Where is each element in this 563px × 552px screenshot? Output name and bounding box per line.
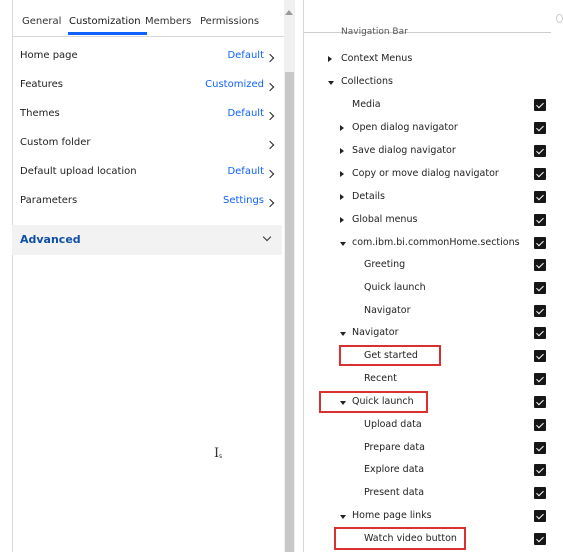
checkbox-checked[interactable] bbox=[534, 419, 546, 431]
tree-item-save-dialog-navigator[interactable] bbox=[304, 140, 554, 163]
tree-item-open-dialog-navigator[interactable] bbox=[304, 117, 554, 140]
checkbox-checked[interactable] bbox=[534, 464, 546, 476]
tab-bar bbox=[12, 0, 284, 37]
setting-value[interactable]: Settings bbox=[222, 195, 264, 206]
checkbox-checked[interactable] bbox=[534, 168, 546, 180]
tree-item-explore-data[interactable] bbox=[304, 459, 554, 482]
checkbox-checked[interactable] bbox=[534, 122, 546, 134]
setting-custom-folder[interactable] bbox=[12, 131, 284, 160]
tab-members[interactable]: Members bbox=[145, 16, 192, 27]
chevron-right-icon bbox=[266, 112, 274, 120]
tree-item-label: Media bbox=[352, 99, 381, 110]
tab-permissions[interactable]: Permissions bbox=[200, 16, 260, 27]
caret-down-icon[interactable] bbox=[328, 81, 334, 85]
setting-themes[interactable] bbox=[12, 102, 284, 131]
caret-down-icon[interactable] bbox=[340, 242, 346, 246]
tree-item-label: Home page links bbox=[352, 510, 432, 521]
checkbox-checked[interactable] bbox=[534, 99, 546, 111]
setting-label: Features bbox=[20, 79, 63, 90]
tree-item-home-page-links[interactable] bbox=[304, 505, 554, 528]
tree-item-label: Quick launch bbox=[352, 396, 414, 407]
text-cursor-icon: I bbox=[214, 446, 220, 461]
active-tab-indicator bbox=[68, 32, 147, 35]
checkbox-checked[interactable] bbox=[534, 282, 546, 294]
tree-item-label: Explore data bbox=[364, 464, 425, 475]
caret-down-icon[interactable] bbox=[340, 332, 346, 336]
setting-value[interactable]: Default bbox=[227, 108, 264, 119]
setting-label: Parameters bbox=[20, 195, 78, 206]
tree-item-label: Watch video button bbox=[364, 533, 457, 544]
checkbox-checked[interactable] bbox=[534, 214, 546, 226]
chevron-right-icon bbox=[266, 83, 274, 91]
checkbox-checked[interactable] bbox=[534, 396, 546, 408]
tree-item-label: Navigator bbox=[364, 305, 411, 316]
tree-item-label: com.ibm.bi.commonHome.sections bbox=[352, 237, 520, 248]
checkbox-checked[interactable] bbox=[534, 191, 546, 203]
setting-label: Themes bbox=[20, 108, 60, 119]
setting-value[interactable]: Default bbox=[227, 166, 264, 177]
tree-item-navigator[interactable] bbox=[304, 322, 554, 345]
chevron-right-icon bbox=[266, 54, 274, 62]
tree-item-label: Quick launch bbox=[364, 282, 426, 293]
annotation-highlight-box bbox=[334, 527, 466, 550]
tree-item-label: Context Menus bbox=[341, 53, 413, 64]
tree-item-label: Recent bbox=[364, 373, 397, 384]
tree-item-label: Save dialog navigator bbox=[352, 145, 456, 156]
tree-item-partial bbox=[341, 27, 491, 42]
tree-item-label: Open dialog navigator bbox=[352, 122, 458, 133]
setting-home-page[interactable] bbox=[12, 44, 284, 73]
tree-item-prepare-data[interactable] bbox=[304, 437, 554, 460]
tree-item-copy-or-move-dialog-navigator[interactable] bbox=[304, 163, 554, 186]
caret-right-icon[interactable] bbox=[340, 125, 344, 131]
tree-item-label: Navigator bbox=[352, 327, 399, 338]
tree-item-context-menus[interactable] bbox=[304, 48, 554, 71]
checkbox-checked[interactable] bbox=[534, 373, 546, 385]
checkbox-checked[interactable] bbox=[534, 237, 546, 249]
setting-label: Home page bbox=[20, 50, 78, 61]
setting-label: Default upload location bbox=[20, 166, 137, 177]
chevron-down-icon bbox=[263, 233, 271, 241]
advanced-label: Advanced bbox=[20, 233, 81, 246]
tree-item-label: Global menus bbox=[352, 214, 418, 225]
tree-item-com-ibm-bi-commonhome-sections[interactable] bbox=[304, 232, 554, 255]
checkbox-checked[interactable] bbox=[534, 145, 546, 157]
tree-item-label: Copy or move dialog navigator bbox=[352, 168, 499, 179]
tree-item-label: Present data bbox=[364, 487, 425, 498]
caret-right-icon[interactable] bbox=[340, 171, 344, 177]
tree-item-label: Greeting bbox=[364, 259, 406, 270]
checkbox-checked[interactable] bbox=[534, 487, 546, 499]
caret-right-icon[interactable] bbox=[340, 217, 344, 223]
caret-right-icon[interactable] bbox=[328, 56, 332, 62]
advanced-section-header[interactable] bbox=[12, 225, 282, 255]
chevron-right-icon bbox=[266, 199, 274, 207]
tree-item-recent[interactable] bbox=[304, 368, 554, 391]
tree-item-label: Navigation Bar bbox=[341, 27, 408, 37]
tree-item-navigator[interactable] bbox=[304, 300, 554, 323]
annotation-highlight-box bbox=[339, 345, 441, 366]
chevron-right-icon bbox=[266, 170, 274, 178]
annotation-highlight-box bbox=[319, 391, 428, 413]
chevron-right-icon bbox=[266, 141, 274, 149]
tree-item-label: Upload data bbox=[364, 419, 422, 430]
search-icon[interactable] bbox=[556, 14, 563, 23]
setting-default-upload-location[interactable] bbox=[12, 160, 284, 189]
tree-item-global-menus[interactable] bbox=[304, 209, 554, 232]
caret-down-icon[interactable] bbox=[340, 515, 346, 519]
setting-value[interactable]: Customized bbox=[205, 79, 264, 90]
setting-parameters[interactable] bbox=[12, 189, 284, 218]
checkbox-checked[interactable] bbox=[534, 510, 546, 522]
tree-item-label: Collections bbox=[341, 76, 393, 87]
checkbox-checked[interactable] bbox=[534, 259, 546, 271]
tab-customization[interactable]: Customization bbox=[69, 16, 141, 27]
setting-value[interactable]: Default bbox=[227, 50, 264, 61]
tree-item-greeting[interactable] bbox=[304, 254, 554, 277]
caret-right-icon[interactable] bbox=[340, 148, 344, 154]
scrollbar-thumb[interactable] bbox=[285, 72, 294, 552]
tree-item-media[interactable] bbox=[304, 94, 554, 117]
tree-item-quick-launch[interactable] bbox=[304, 277, 554, 300]
tab-general[interactable]: General bbox=[22, 16, 62, 27]
tree-item-present-data[interactable] bbox=[304, 482, 554, 505]
tree-item-label: Details bbox=[352, 191, 385, 202]
caret-right-icon[interactable] bbox=[340, 194, 344, 200]
text-cursor-subscript: s bbox=[219, 453, 223, 460]
checkbox-checked[interactable] bbox=[534, 327, 546, 339]
checkbox-checked[interactable] bbox=[534, 350, 546, 362]
setting-features[interactable] bbox=[12, 73, 284, 102]
checkbox-checked[interactable] bbox=[534, 442, 546, 454]
checkbox-checked[interactable] bbox=[534, 533, 546, 545]
tree-item-upload-data[interactable] bbox=[304, 414, 554, 437]
checkbox-checked[interactable] bbox=[534, 305, 546, 317]
tree-item-details[interactable] bbox=[304, 186, 554, 209]
tree-item-collections[interactable] bbox=[304, 71, 554, 94]
setting-label: Custom folder bbox=[20, 137, 91, 148]
tree-item-label: Get started bbox=[364, 350, 418, 361]
tree-item-label: Prepare data bbox=[364, 442, 425, 453]
scroll-up-arrow-icon[interactable] bbox=[285, 10, 293, 15]
